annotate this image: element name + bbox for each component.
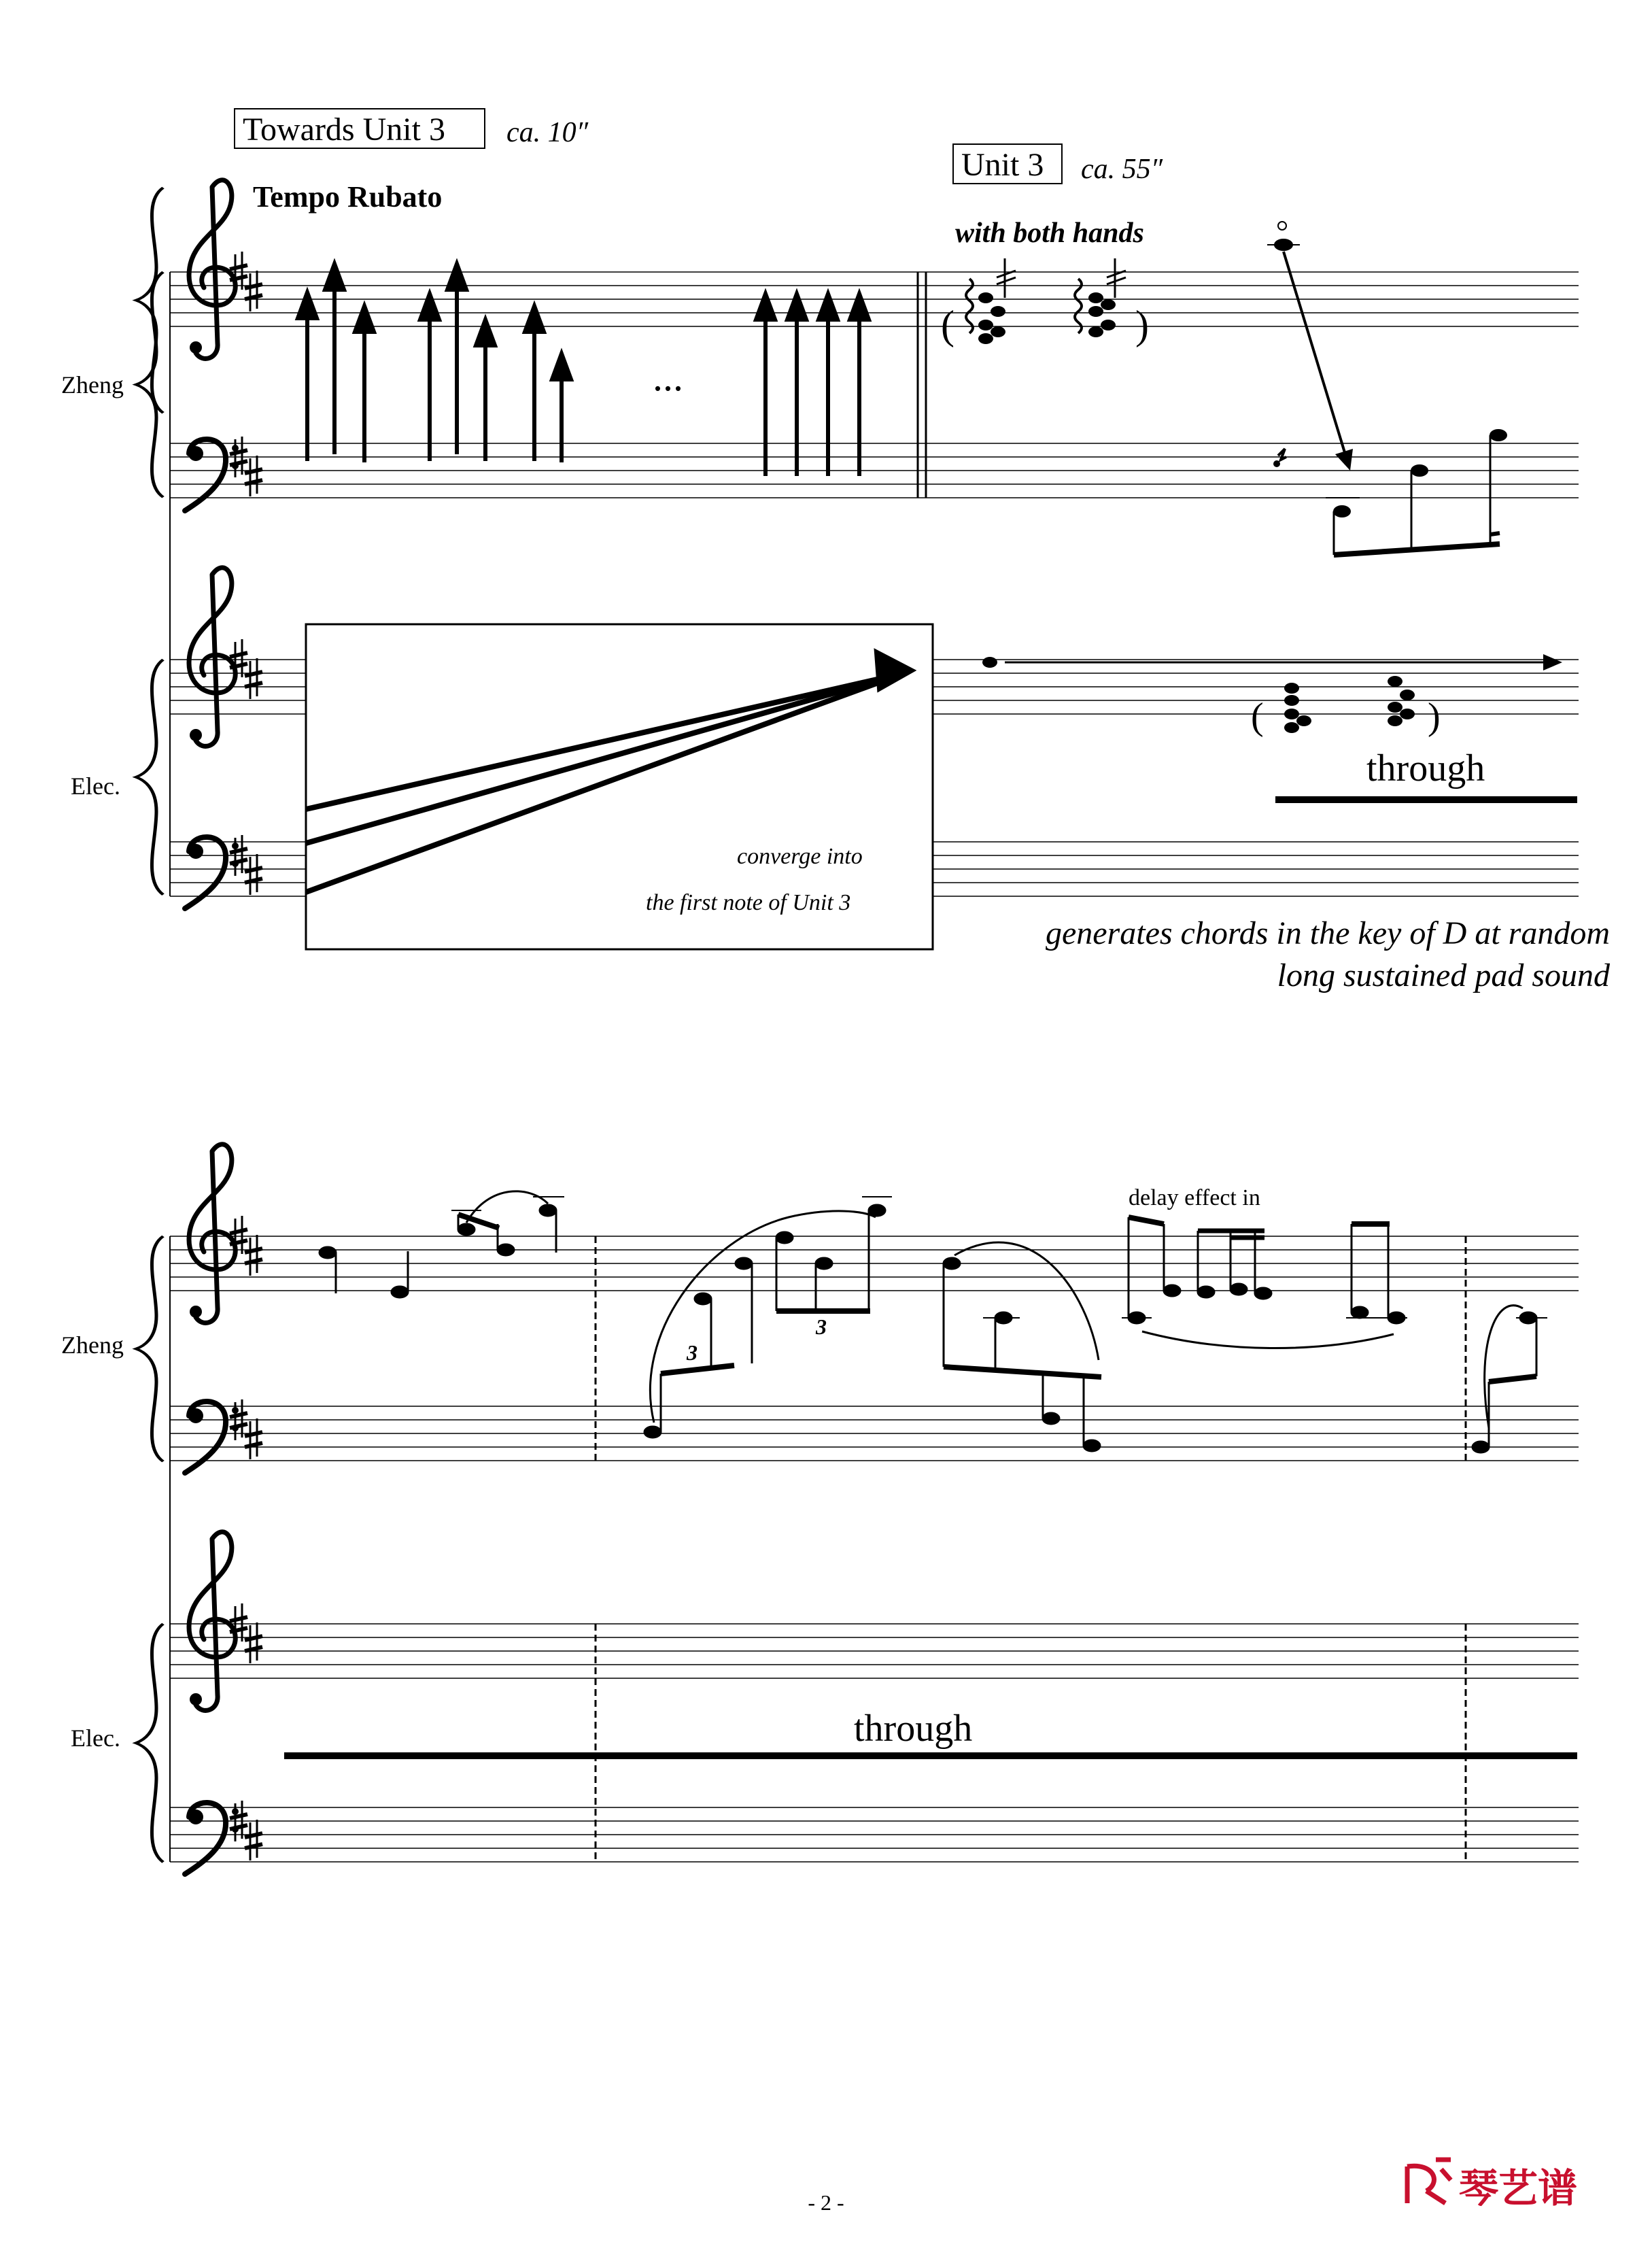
svg-text:(: ( <box>941 303 954 347</box>
instrument-label: Zheng <box>61 371 124 398</box>
zheng-measure-1 <box>319 1191 564 1298</box>
ellipsis: ... <box>653 354 683 399</box>
system-1 <box>61 109 1611 993</box>
instrument-label: Elec. <box>71 1724 120 1752</box>
page-number: - 2 - <box>808 2190 844 2215</box>
zheng-measure-3 <box>1472 1306 1547 1453</box>
bass-clef-icon <box>185 1803 239 1874</box>
zheng-measure-2 <box>644 1197 892 1438</box>
staff-elec-bass-2 <box>170 1807 1579 1862</box>
svg-text:): ) <box>1135 303 1149 347</box>
duration-unit: ca. 55″ <box>1081 154 1163 185</box>
box-caption-2: the first note of Unit 3 <box>646 890 851 915</box>
through-label: through <box>854 1707 973 1750</box>
instrument-label: Zheng <box>61 1331 124 1359</box>
elec-instruction-1: generates chords in the key of D at random <box>1045 915 1610 951</box>
logo <box>1407 2160 1577 2211</box>
random-chords <box>1251 676 1441 738</box>
brace-zheng <box>136 188 163 413</box>
key-signature <box>230 1216 262 1860</box>
logo-icon <box>1407 2160 1451 2203</box>
zheng-measure-2c <box>1122 1217 1407 1348</box>
bass-clef-icon <box>185 439 239 511</box>
svg-text:(: ( <box>1251 696 1264 738</box>
treble-clef-icon <box>189 1144 235 1323</box>
treble-clef-icon <box>189 180 235 359</box>
staff-zheng-bass-1 <box>170 443 1579 498</box>
elec-instruction-2: long sustained pad sound <box>1277 957 1610 993</box>
staff-zheng-treble-2 <box>170 1236 1579 1291</box>
treble-clef-icon <box>189 1532 235 1711</box>
sustain-arrow <box>982 654 1562 670</box>
rehearsal-unit: Unit 3 <box>961 147 1044 183</box>
key-signature <box>230 252 262 895</box>
staff-elec-treble-2 <box>170 1624 1579 1678</box>
bass-clef-icon <box>185 1401 239 1473</box>
svg-text:): ) <box>1428 696 1441 738</box>
staff-zheng-bass-2 <box>170 1406 1579 1461</box>
instrument-label: Elec. <box>71 772 120 800</box>
zheng-measure-2b <box>943 1242 1101 1452</box>
tempo-marking: Tempo Rubato <box>253 180 443 214</box>
logo-text: 琴艺谱 <box>1459 2166 1578 2211</box>
gliss-arrows <box>298 264 869 476</box>
double-barline <box>918 272 926 498</box>
system-2 <box>61 1144 1579 1874</box>
duration-towards: ca. 10″ <box>506 117 589 148</box>
rehearsal-towards: Towards Unit 3 <box>243 112 445 148</box>
box-caption-1: converge into <box>737 844 863 869</box>
technique-text: with both hands <box>955 218 1144 249</box>
through-label: through <box>1366 747 1485 789</box>
treble-clef-icon <box>189 568 235 747</box>
staff-zheng-treble-1 <box>170 272 1579 326</box>
effect-label: delay effect in <box>1129 1185 1260 1210</box>
tuplet-number: 3 <box>816 1314 827 1339</box>
tuplet-number: 3 <box>687 1340 698 1365</box>
bass-clef-icon <box>185 837 239 908</box>
